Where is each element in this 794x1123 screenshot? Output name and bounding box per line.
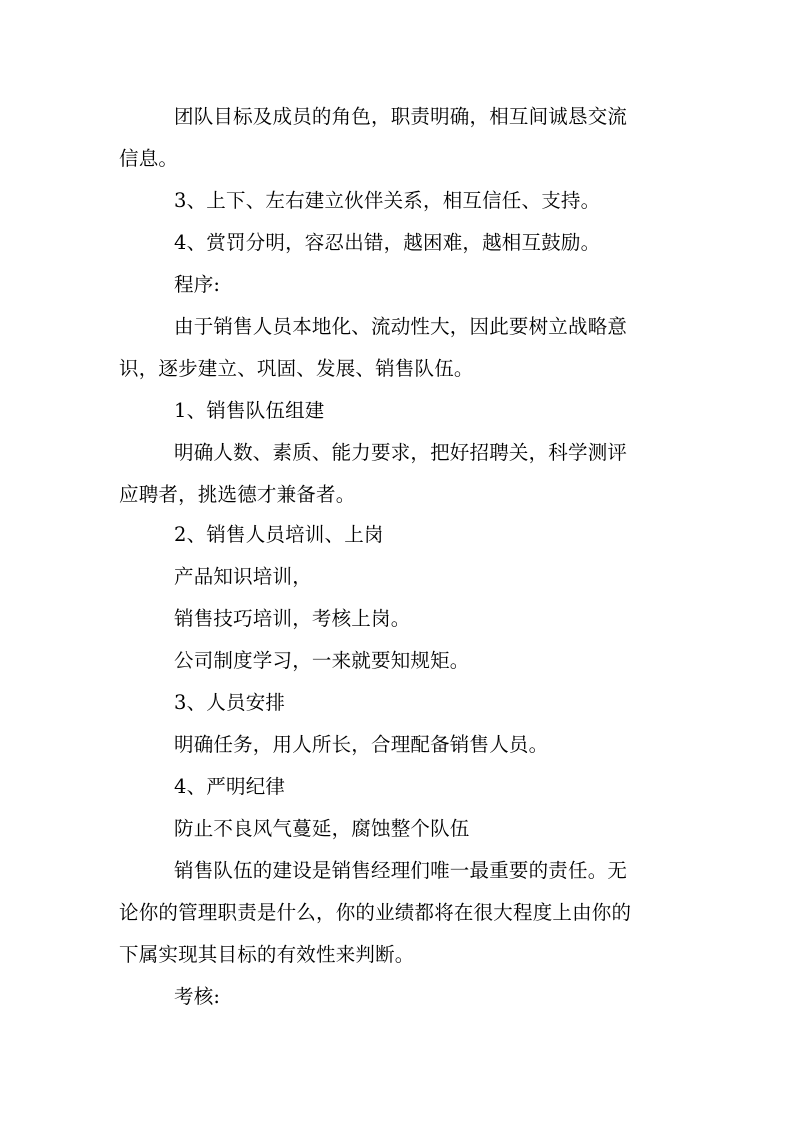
paragraph-line: 应聘者，挑选德才兼备者。 — [119, 483, 356, 506]
paragraph-line: 下属实现其目标的有效性来判断。 — [119, 943, 415, 966]
paragraph-line: 信息。 — [119, 147, 179, 170]
paragraph-line: 论你的管理职责是什么，你的业绩都将在很大程度上由你的 — [119, 901, 632, 924]
paragraph-line: 由于销售人员本地化、流动性大，因此要树立战略意 — [174, 315, 628, 338]
section-heading: 程序: — [174, 273, 221, 296]
section-heading: 考核: — [174, 985, 221, 1008]
paragraph-line: 明确人数、素质、能力要求，把好招聘关，科学测评 — [174, 441, 628, 464]
list-item-heading: 1、销售队伍组建 — [174, 399, 325, 422]
list-item-heading: 3、人员安排 — [174, 691, 286, 714]
list-item-heading: 4、严明纪律 — [174, 775, 286, 798]
paragraph-line: 公司制度学习，一来就要知规矩。 — [174, 649, 470, 672]
paragraph-line: 3、上下、左右建立伙伴关系，相互信任、支持。 — [174, 189, 601, 212]
paragraph-line: 团队目标及成员的角色，职责明确，相互间诚恳交流 — [174, 105, 628, 128]
paragraph-line: 明确任务，用人所长，合理配备销售人员。 — [174, 733, 549, 756]
list-item-heading: 2、销售人员培训、上岗 — [174, 523, 384, 546]
paragraph-line: 防止不良风气蔓延，腐蚀整个队伍 — [174, 817, 470, 840]
paragraph-line: 销售技巧培训，考核上岗。 — [174, 607, 411, 630]
paragraph-line: 产品知识培训， — [174, 565, 312, 588]
paragraph-line: 识，逐步建立、巩固、发展、销售队伍。 — [119, 357, 474, 380]
paragraph-line: 4、赏罚分明，容忍出错，越困难，越相互鼓励。 — [174, 231, 601, 254]
paragraph-line: 销售队伍的建设是销售经理们唯一最重要的责任。无 — [174, 859, 628, 882]
